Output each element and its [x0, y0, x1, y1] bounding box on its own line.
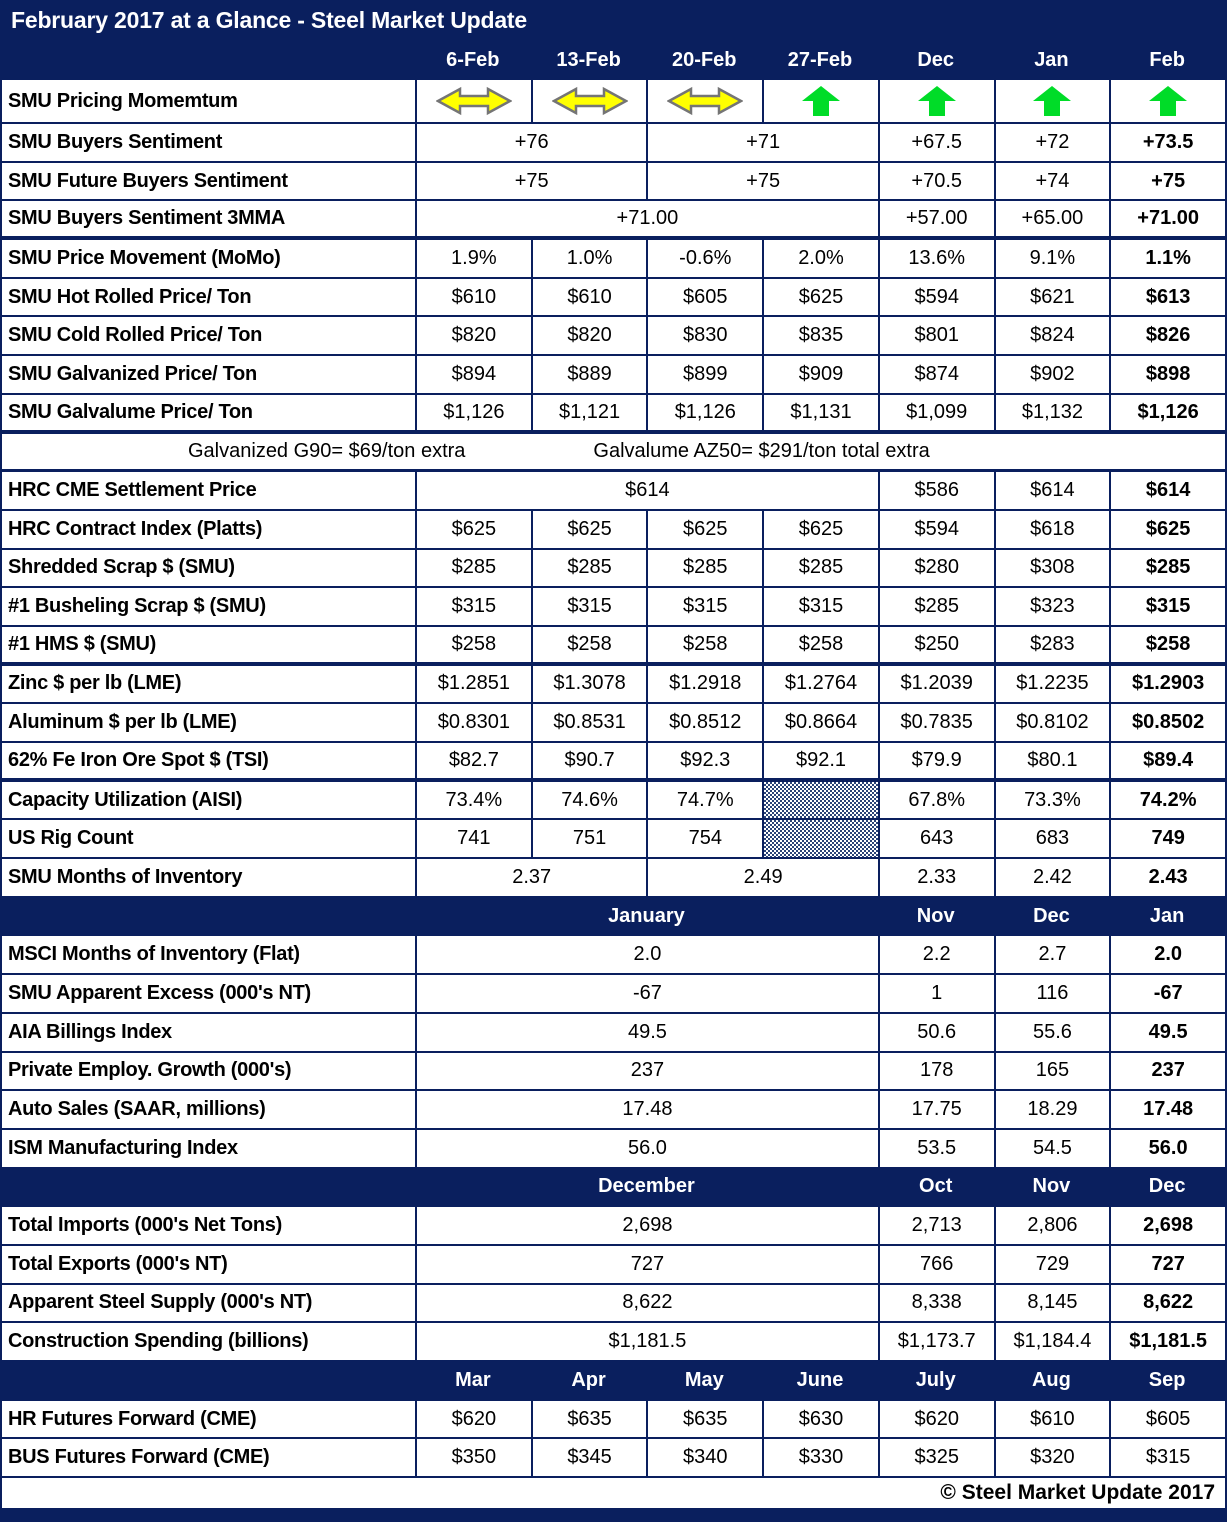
note-row — [2, 434, 1225, 473]
value-cell: $625 — [1109, 511, 1225, 548]
table-row — [2, 511, 1225, 550]
value-cell: 73.3% — [994, 782, 1110, 819]
column-header-row — [2, 40, 1225, 80]
value-cell: $92.1 — [762, 743, 878, 778]
subheader-row — [2, 898, 1225, 937]
value-cell: +71 — [646, 124, 877, 161]
bottom-bar — [2, 1508, 1225, 1522]
value-cell: $594 — [878, 511, 994, 548]
value-cell: $625 — [531, 511, 647, 548]
value-cell: 55.6 — [994, 1014, 1110, 1051]
value-cell: $315 — [1109, 1439, 1225, 1476]
value-cell: +76 — [415, 124, 646, 161]
value-cell: $1,099 — [878, 395, 994, 430]
row-label: SMU Future Buyers Sentiment — [8, 169, 288, 192]
value-cell: $330 — [762, 1439, 878, 1476]
column-header: 20-Feb — [672, 48, 737, 71]
value-cell: 727 — [415, 1246, 878, 1283]
value-cell: $285 — [878, 588, 994, 625]
value-cell: 67.8% — [878, 782, 994, 819]
table-row — [2, 704, 1225, 743]
value-cell: $345 — [531, 1439, 647, 1476]
table-row — [2, 859, 1225, 898]
column-header: Dec — [917, 48, 955, 71]
value-cell: +71.00 — [1109, 201, 1225, 236]
value-cell: $280 — [878, 550, 994, 587]
value-cell: 237 — [1109, 1053, 1225, 1090]
value-cell: 2.2 — [878, 936, 994, 973]
value-cell: $258 — [762, 627, 878, 662]
momentum-cell — [994, 80, 1110, 122]
value-cell: +75 — [415, 163, 646, 200]
value-cell: $830 — [646, 317, 762, 354]
value-cell: 2.43 — [1109, 859, 1225, 896]
value-cell: $1,181.5 — [415, 1323, 878, 1360]
table-row — [2, 627, 1225, 666]
value-cell: $621 — [994, 279, 1110, 316]
table-row — [2, 782, 1225, 821]
value-cell: +71.00 — [415, 201, 878, 236]
value-cell: $909 — [762, 356, 878, 393]
value-cell: $0.8512 — [646, 704, 762, 741]
table-row — [2, 820, 1225, 859]
value-cell: +67.5 — [878, 124, 994, 161]
row-label: SMU Hot Rolled Price/ Ton — [8, 285, 252, 308]
value-cell: $614 — [415, 472, 878, 509]
table-row — [2, 1323, 1225, 1362]
value-cell: 18.29 — [994, 1091, 1110, 1128]
column-header: Feb — [1149, 48, 1185, 71]
value-cell: $801 — [878, 317, 994, 354]
value-cell: 17.48 — [1109, 1091, 1225, 1128]
value-cell: 766 — [878, 1246, 994, 1283]
value-cell: Apr — [571, 1368, 606, 1391]
subheader-label-spacer — [2, 898, 415, 935]
table-row — [2, 1439, 1225, 1478]
value-cell: 9.1% — [994, 240, 1110, 277]
table-row — [2, 279, 1225, 318]
value-cell: $1,132 — [994, 395, 1110, 430]
up-arrow-icon — [1148, 85, 1188, 117]
left-right-arrow-icon — [552, 86, 628, 116]
table-row — [2, 1401, 1225, 1440]
value-cell: $315 — [531, 588, 647, 625]
row-label: SMU Months of Inventory — [8, 865, 243, 888]
value-cell: 13.6% — [878, 240, 994, 277]
table-row — [2, 201, 1225, 240]
value-cell: $283 — [994, 627, 1110, 662]
value-cell: $1,181.5 — [1109, 1323, 1225, 1360]
value-cell: $315 — [415, 588, 531, 625]
column-header: Jan — [1034, 48, 1069, 71]
value-cell: $0.8502 — [1109, 704, 1225, 741]
value-cell: $79.9 — [878, 743, 994, 778]
value-cell: $635 — [531, 1401, 647, 1438]
value-cell: $1,131 — [762, 395, 878, 430]
table-row — [2, 1130, 1225, 1169]
value-cell: $902 — [994, 356, 1110, 393]
table-row — [2, 472, 1225, 511]
value-cell: 2.42 — [994, 859, 1110, 896]
value-cell: 237 — [415, 1053, 878, 1090]
value-cell: +75 — [1109, 163, 1225, 200]
value-cell: +57.00 — [878, 201, 994, 236]
value-cell: +65.00 — [994, 201, 1110, 236]
table-row — [2, 588, 1225, 627]
galvalume-extras-note: Galvalume AZ50= $291/ton total extra — [593, 439, 930, 462]
value-cell: $613 — [1109, 279, 1225, 316]
row-label: Capacity Utilization (AISI) — [8, 788, 243, 811]
value-cell: $614 — [994, 472, 1110, 509]
subheader-label-spacer — [2, 1362, 415, 1399]
table-row — [2, 80, 1225, 124]
table-row — [2, 1091, 1225, 1130]
value-cell: $618 — [994, 511, 1110, 548]
value-cell: $820 — [531, 317, 647, 354]
value-cell: $258 — [1109, 627, 1225, 662]
value-cell: $625 — [762, 511, 878, 548]
value-cell: $0.7835 — [878, 704, 994, 741]
value-cell: $82.7 — [415, 743, 531, 778]
page-title: February 2017 at a Glance - Steel Market Update — [2, 0, 1225, 40]
value-cell: $285 — [1109, 550, 1225, 587]
value-cell: $0.8531 — [531, 704, 647, 741]
value-cell: $285 — [762, 550, 878, 587]
row-label: BUS Futures Forward (CME) — [8, 1446, 270, 1469]
left-right-arrow-icon — [436, 86, 512, 116]
table-row — [2, 240, 1225, 279]
row-label: HR Futures Forward (CME) — [8, 1407, 257, 1430]
value-cell: $605 — [1109, 1401, 1225, 1438]
value-cell: $1,126 — [646, 395, 762, 430]
value-cell: $614 — [1109, 472, 1225, 509]
value-cell: 2,806 — [994, 1207, 1110, 1244]
report-table — [2, 80, 1225, 1478]
value-cell: $874 — [878, 356, 994, 393]
value-cell: $610 — [994, 1401, 1110, 1438]
value-cell: 754 — [646, 820, 762, 857]
value-cell: 116 — [994, 975, 1110, 1012]
table-row — [2, 124, 1225, 163]
value-cell: $625 — [646, 511, 762, 548]
value-cell: $320 — [994, 1439, 1110, 1476]
value-cell: 8,145 — [994, 1285, 1110, 1322]
value-cell: Nov — [1032, 1175, 1071, 1198]
row-label: HRC CME Settlement Price — [8, 479, 257, 502]
value-cell: +72 — [994, 124, 1110, 161]
table-row — [2, 356, 1225, 395]
value-cell: -67 — [415, 975, 878, 1012]
value-cell: 2.37 — [415, 859, 646, 896]
row-label: SMU Cold Rolled Price/ Ton — [8, 324, 263, 347]
value-cell: 749 — [1109, 820, 1225, 857]
value-cell: $350 — [415, 1439, 531, 1476]
momentum-cell — [1109, 80, 1225, 122]
column-header: 27-Feb — [787, 48, 853, 71]
value-cell: $0.8102 — [994, 704, 1110, 741]
row-label: Zinc $ per lb (LME) — [8, 672, 182, 695]
row-label: SMU Apparent Excess (000's NT) — [8, 981, 311, 1004]
value-cell: 54.5 — [994, 1130, 1110, 1167]
value-cell: 2,698 — [415, 1207, 878, 1244]
value-cell: $92.3 — [646, 743, 762, 778]
value-cell: $1.2235 — [994, 666, 1110, 703]
value-cell: January — [608, 904, 685, 927]
value-cell: $258 — [646, 627, 762, 662]
table-row — [2, 666, 1225, 705]
row-label: Aluminum $ per lb (LME) — [8, 711, 237, 734]
value-cell: Dec — [1033, 904, 1070, 927]
value-cell: 2,698 — [1109, 1207, 1225, 1244]
value-cell: $899 — [646, 356, 762, 393]
value-cell: Nov — [916, 904, 955, 927]
value-cell: 2.0 — [1109, 936, 1225, 973]
value-cell: $258 — [415, 627, 531, 662]
value-cell: $1.2918 — [646, 666, 762, 703]
value-cell: July — [915, 1368, 956, 1391]
table-row — [2, 395, 1225, 434]
row-label: Apparent Steel Supply (000's NT) — [8, 1291, 313, 1314]
value-cell: Jan — [1149, 904, 1185, 927]
value-cell: 53.5 — [878, 1130, 994, 1167]
value-cell: $835 — [762, 317, 878, 354]
momentum-cell — [646, 80, 762, 122]
value-cell: $1,184.4 — [994, 1323, 1110, 1360]
value-cell: Dec — [1148, 1175, 1186, 1198]
up-arrow-icon — [801, 85, 841, 117]
value-cell: 2.0% — [762, 240, 878, 277]
value-cell: $0.8664 — [762, 704, 878, 741]
table-row — [2, 550, 1225, 589]
table-row — [2, 1014, 1225, 1053]
value-cell: 17.75 — [878, 1091, 994, 1128]
value-cell: 74.2% — [1109, 782, 1225, 819]
row-label: SMU Buyers Sentiment 3MMA — [8, 207, 285, 230]
value-cell: 751 — [531, 820, 647, 857]
value-cell: $625 — [415, 511, 531, 548]
value-cell: 49.5 — [415, 1014, 878, 1051]
value-cell: $630 — [762, 1401, 878, 1438]
row-label: Total Exports (000's NT) — [8, 1252, 228, 1275]
table-row — [2, 317, 1225, 356]
value-cell: 1.9% — [415, 240, 531, 277]
value-cell: Mar — [455, 1368, 491, 1391]
value-cell: $605 — [646, 279, 762, 316]
table-row — [2, 936, 1225, 975]
up-arrow-icon — [1032, 85, 1072, 117]
value-cell: Oct — [919, 1175, 953, 1198]
value-cell: +74 — [994, 163, 1110, 200]
value-cell: $89.4 — [1109, 743, 1225, 778]
value-cell: June — [796, 1368, 844, 1391]
row-label: Shredded Scrap $ (SMU) — [8, 556, 235, 579]
row-label: Auto Sales (SAAR, millions) — [8, 1098, 266, 1121]
value-cell: $308 — [994, 550, 1110, 587]
subheader-row — [2, 1169, 1225, 1208]
row-label: Total Imports (000's Net Tons) — [8, 1214, 282, 1237]
value-cell: 50.6 — [878, 1014, 994, 1051]
value-cell: 1.1% — [1109, 240, 1225, 277]
hatched-cell — [762, 782, 878, 819]
row-label: SMU Galvanized Price/ Ton — [8, 362, 257, 385]
value-cell: +75 — [646, 163, 877, 200]
value-cell: $1.3078 — [531, 666, 647, 703]
row-label: Construction Spending (billions) — [8, 1330, 309, 1353]
value-cell: Sep — [1148, 1368, 1186, 1391]
table-row — [2, 1285, 1225, 1324]
value-cell: $894 — [415, 356, 531, 393]
value-cell: $0.8301 — [415, 704, 531, 741]
value-cell: 2.33 — [878, 859, 994, 896]
value-cell: 8,622 — [415, 1285, 878, 1322]
value-cell: 56.0 — [1109, 1130, 1225, 1167]
value-cell: $586 — [878, 472, 994, 509]
value-cell: 74.6% — [531, 782, 647, 819]
row-label: SMU Buyers Sentiment — [8, 130, 223, 153]
table-row — [2, 975, 1225, 1014]
row-label: MSCI Months of Inventory (Flat) — [8, 943, 300, 966]
value-cell: $1,121 — [531, 395, 647, 430]
value-cell: $80.1 — [994, 743, 1110, 778]
value-cell: $285 — [646, 550, 762, 587]
row-label: 62% Fe Iron Ore Spot $ (TSI) — [8, 748, 269, 771]
value-cell: $824 — [994, 317, 1110, 354]
value-cell: $1,126 — [415, 395, 531, 430]
value-cell: $635 — [646, 1401, 762, 1438]
column-header-spacer — [2, 40, 415, 80]
momentum-cell — [531, 80, 647, 122]
momentum-cell — [878, 80, 994, 122]
value-cell: $315 — [1109, 588, 1225, 625]
subheader-row — [2, 1362, 1225, 1401]
value-cell: $285 — [531, 550, 647, 587]
value-cell: 741 — [415, 820, 531, 857]
value-cell: $620 — [415, 1401, 531, 1438]
value-cell: $1,126 — [1109, 395, 1225, 430]
value-cell: $315 — [646, 588, 762, 625]
row-label: US Rig Count — [8, 827, 134, 850]
value-cell: $820 — [415, 317, 531, 354]
value-cell: -0.6% — [646, 240, 762, 277]
value-cell: 1 — [878, 975, 994, 1012]
value-cell: $1.2903 — [1109, 666, 1225, 703]
momentum-cell — [762, 80, 878, 122]
subheader-label-spacer — [2, 1169, 415, 1206]
value-cell: 683 — [994, 820, 1110, 857]
value-cell: $826 — [1109, 317, 1225, 354]
value-cell: 178 — [878, 1053, 994, 1090]
value-cell: 8,338 — [878, 1285, 994, 1322]
value-cell: $625 — [762, 279, 878, 316]
value-cell: 2.7 — [994, 936, 1110, 973]
value-cell: -67 — [1109, 975, 1225, 1012]
value-cell: $315 — [762, 588, 878, 625]
value-cell: $325 — [878, 1439, 994, 1476]
value-cell: $340 — [646, 1439, 762, 1476]
hatched-cell — [762, 820, 878, 857]
row-label: #1 Busheling Scrap $ (SMU) — [8, 595, 266, 618]
table-row — [2, 1053, 1225, 1092]
value-cell: 2.0 — [415, 936, 878, 973]
value-cell: $323 — [994, 588, 1110, 625]
value-cell: $250 — [878, 627, 994, 662]
value-cell: December — [598, 1175, 695, 1198]
value-cell: 8,622 — [1109, 1285, 1225, 1322]
copyright: © Steel Market Update 2017 — [2, 1478, 1225, 1508]
row-label: ISM Manufacturing Index — [8, 1136, 238, 1159]
value-cell: 643 — [878, 820, 994, 857]
value-cell: $258 — [531, 627, 647, 662]
value-cell: $1.2039 — [878, 666, 994, 703]
value-cell: 165 — [994, 1053, 1110, 1090]
table-row — [2, 1207, 1225, 1246]
row-label: #1 HMS $ (SMU) — [8, 632, 157, 655]
value-cell: $594 — [878, 279, 994, 316]
value-cell: 2,713 — [878, 1207, 994, 1244]
value-cell: $898 — [1109, 356, 1225, 393]
value-cell: $610 — [531, 279, 647, 316]
left-right-arrow-icon — [667, 86, 743, 116]
row-label: SMU Pricing Momemtum — [8, 89, 238, 112]
value-cell: 73.4% — [415, 782, 531, 819]
value-cell: $610 — [415, 279, 531, 316]
row-label: Private Employ. Growth (000's) — [8, 1059, 292, 1082]
value-cell: +70.5 — [878, 163, 994, 200]
table-row — [2, 163, 1225, 202]
row-label: HRC Contract Index (Platts) — [8, 517, 263, 540]
value-cell: $90.7 — [531, 743, 647, 778]
value-cell: $620 — [878, 1401, 994, 1438]
row-label: SMU Price Movement (MoMo) — [8, 246, 281, 269]
value-cell: $889 — [531, 356, 647, 393]
value-cell: 1.0% — [531, 240, 647, 277]
column-header: 13-Feb — [556, 48, 621, 71]
value-cell: $285 — [415, 550, 531, 587]
row-label: AIA Billings Index — [8, 1020, 172, 1043]
column-header: 6-Feb — [446, 48, 500, 71]
value-cell: 56.0 — [415, 1130, 878, 1167]
value-cell: 2.49 — [646, 859, 877, 896]
value-cell: +73.5 — [1109, 124, 1225, 161]
table-row — [2, 743, 1225, 782]
galvanized-extras-note: Galvanized G90= $69/ton extra — [188, 439, 466, 462]
value-cell: 729 — [994, 1246, 1110, 1283]
value-cell: $1.2851 — [415, 666, 531, 703]
value-cell: 727 — [1109, 1246, 1225, 1283]
value-cell: May — [684, 1368, 724, 1391]
momentum-cell — [415, 80, 531, 122]
row-label: SMU Galvalume Price/ Ton — [8, 400, 253, 423]
value-cell: Aug — [1031, 1368, 1071, 1391]
value-cell: 17.48 — [415, 1091, 878, 1128]
table-row — [2, 1246, 1225, 1285]
value-cell: 74.7% — [646, 782, 762, 819]
value-cell: $1.2764 — [762, 666, 878, 703]
up-arrow-icon — [917, 85, 957, 117]
value-cell: 49.5 — [1109, 1014, 1225, 1051]
value-cell: $1,173.7 — [878, 1323, 994, 1360]
